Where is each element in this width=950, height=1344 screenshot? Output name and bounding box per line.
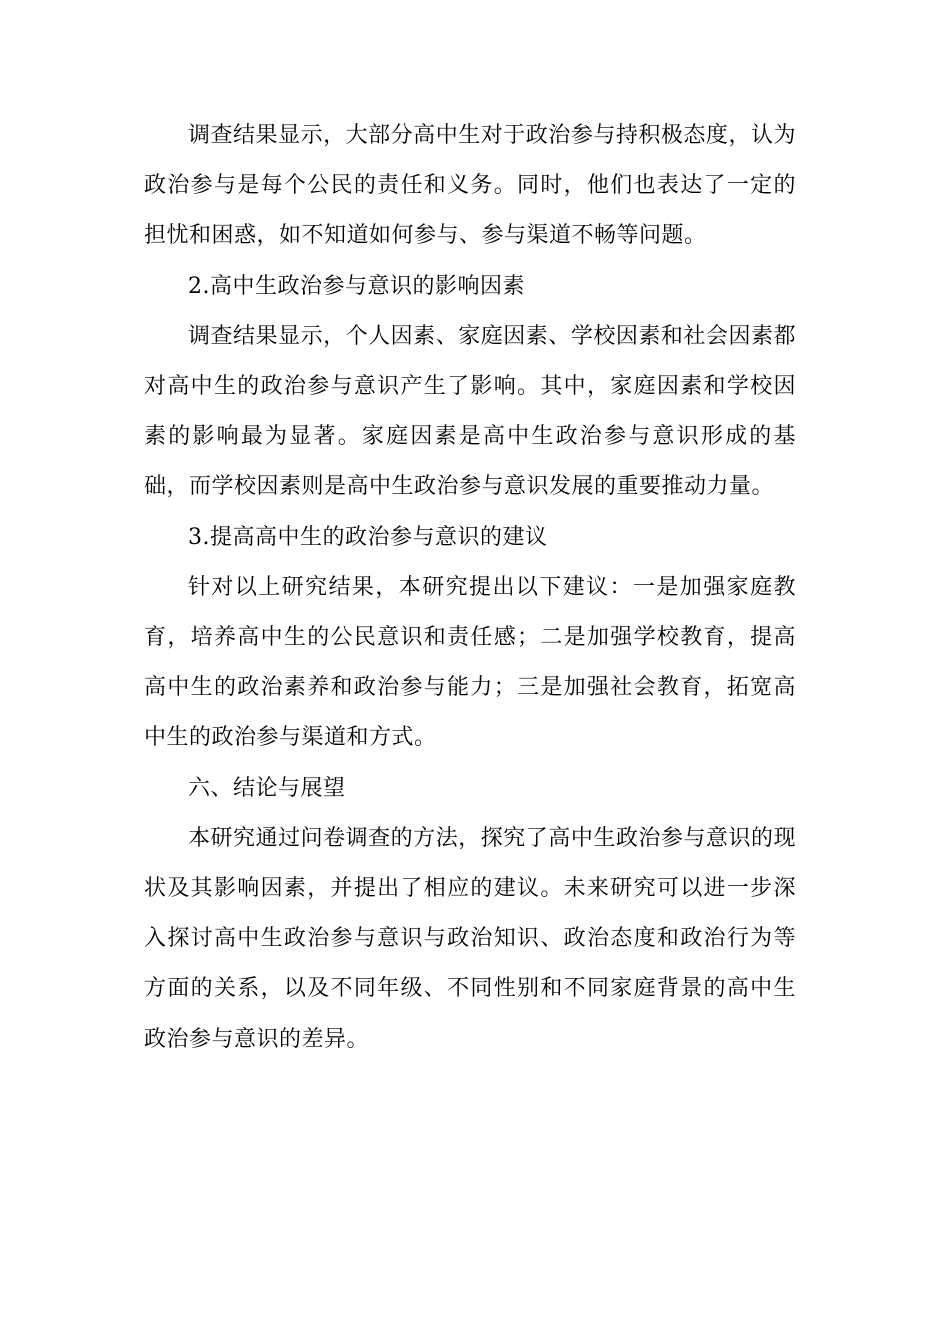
document-body: [144, 111, 796, 1065]
section-heading-conclusion: 六、结论与展望: [188, 775, 346, 801]
paragraph-suggestions: 针对以上研究结果，本研究提出以下建议：一是加强家庭教育，培养高中生的公民意识和责任感；二是加强学校教育，提高高中生的政治素养和政治参与能力；三是加强社会教育，拓宽高中生的政治参与渠道和方式。: [144, 574, 796, 751]
paragraph-conclusion: 本研究通过问卷调查的方法，探究了高中生政治参与意识的现状及其影响因素，并提出了相应的建议。未来研究可以进一步深入探讨高中生政治参与意识与政治知识、政治态度和政治行为等方面的关系，以及不同年级、不同性别和不同家庭背景的高中生政治参与意识的差异。: [144, 825, 796, 1052]
paragraph-influencing-factors: 调查结果显示，个人因素、家庭因素、学校因素和社会因素都对高中生的政治参与意识产生了影响。其中，家庭因素和学校因素的影响最为显著。家庭因素是高中生政治参与意识形成的基础，而学校因素则是高中生政治参与意识发展的重要推动力量。: [144, 323, 796, 500]
section-heading-influencing-factors: 2.高中生政治参与意识的影响因素: [188, 273, 525, 299]
paragraph-survey-results: 调查结果显示，大部分高中生对于政治参与持积极态度，认为政治参与是每个公民的责任和义务。同时，他们也表达了一定的担忧和困惑，如不知道如何参与、参与渠道不畅等问题。: [144, 123, 796, 249]
section-heading-suggestions: 3.提高高中生的政治参与意识的建议: [188, 524, 548, 550]
